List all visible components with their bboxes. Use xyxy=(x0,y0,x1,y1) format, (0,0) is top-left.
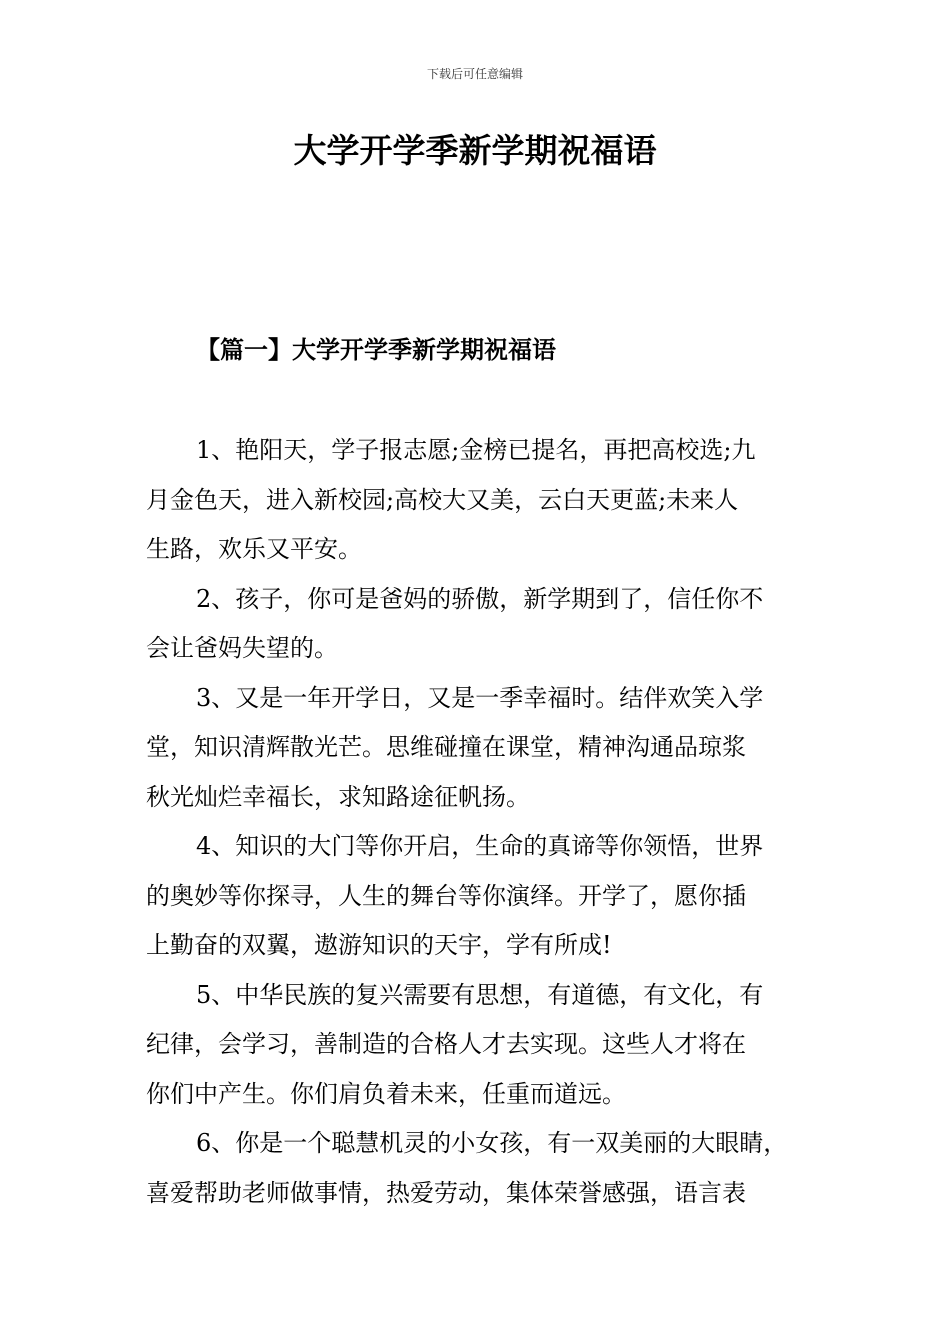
paragraph-4 xyxy=(146,822,836,971)
text-line: 4、知识的大门等你开启，生命的真谛等你领悟，世界 xyxy=(196,832,764,860)
text-line: 1、艳阳天，学子报志愿;金榜已提名，再把高校选;九 xyxy=(196,436,756,464)
text-line: 2、孩子，你可是爸妈的骄傲，新学期到了，信任你不 xyxy=(196,584,764,613)
document-title: 大学开学季新学期祝福语 xyxy=(293,131,657,170)
text-line: 6、你是一个聪慧机灵的小女孩，有一双美丽的大眼睛， xyxy=(196,1129,788,1157)
document-body xyxy=(146,426,836,1218)
text-line: 秋光灿烂幸福长，求知路途征帆扬。 xyxy=(146,782,530,811)
section-heading: 【篇一】大学开学季新学期祝福语 xyxy=(196,335,556,364)
text-line: 3、又是一年开学日，又是一季幸福时。结伴欢笑入学 xyxy=(196,683,764,712)
paragraph-3 xyxy=(146,674,836,823)
paragraph-6 xyxy=(146,1119,836,1218)
text-line: 的奥妙等你探寻，人生的舞台等你演绎。开学了，愿你插 xyxy=(146,881,746,910)
text-line: 上勤奋的双翼，遨游知识的天宇，学有所成! xyxy=(146,931,612,959)
text-line: 你们中产生。你们肩负着未来，任重而道远。 xyxy=(146,1079,626,1108)
text-line: 会让爸妈失望的。 xyxy=(146,634,338,662)
header-note: 下载后可任意编辑 xyxy=(426,67,523,81)
text-line: 堂，知识清辉散光芒。思维碰撞在课堂，精神沟通品琼浆 xyxy=(146,733,746,761)
text-line: 纪律，会学习，善制造的合格人才去实现。这些人才将在 xyxy=(146,1030,746,1058)
text-line: 喜爱帮助老师做事情，热爱劳动，集体荣誉感强，语言表 xyxy=(146,1178,746,1207)
paragraph-2 xyxy=(146,575,836,674)
paragraph-1 xyxy=(146,426,836,575)
text-line: 月金色天，进入新校园;高校大又美，云白天更蓝;未来人 xyxy=(146,485,739,514)
paragraph-5 xyxy=(146,971,836,1120)
text-line: 5、中华民族的复兴需要有思想，有道德，有文化，有 xyxy=(196,980,764,1009)
text-line: 生路，欢乐又平安。 xyxy=(146,535,362,563)
